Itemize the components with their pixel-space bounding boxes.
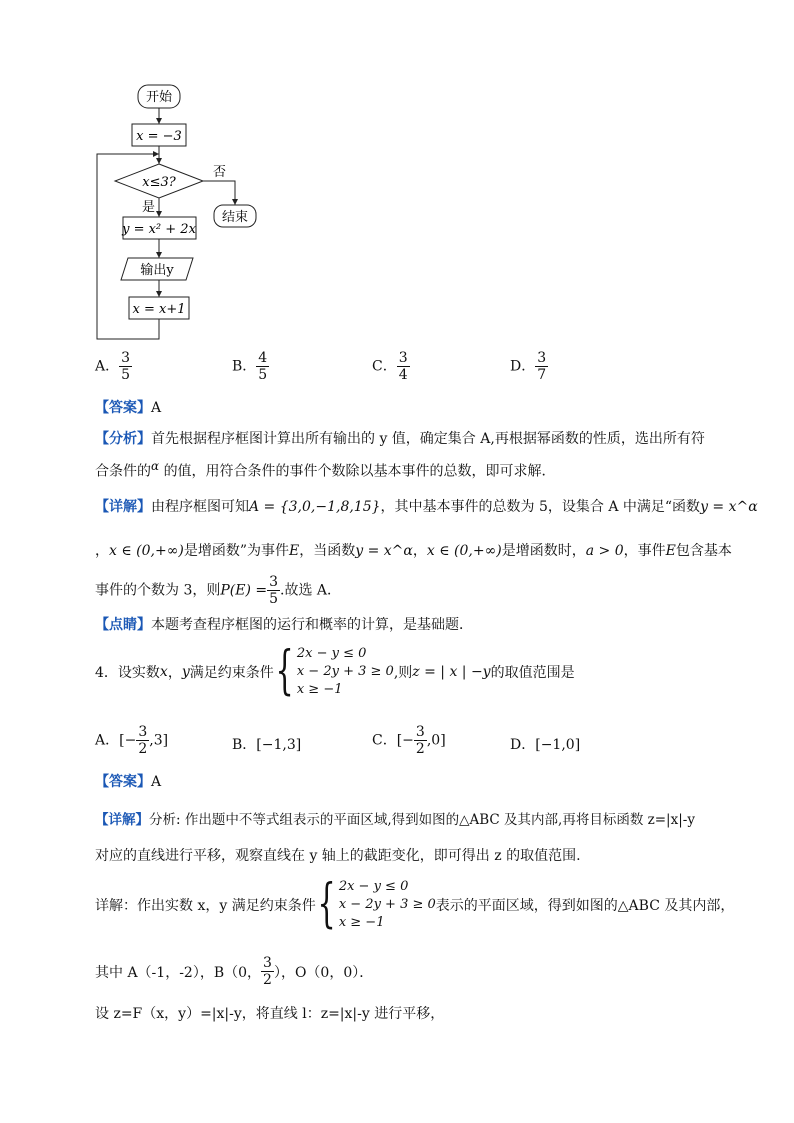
q3-comment: 【点睛】本题考查程序框图的运行和概率的计算，是基础题． <box>95 617 473 633</box>
q3-option-d-fraction: $\frac{3}{7}$ <box>537 350 547 384</box>
q3-analysis-line2: 合条件的α 的值，用符合条件的事件个数除以基本事件的总数，即可求解． <box>95 459 556 480</box>
flow-condition-text: x≤3? <box>142 175 176 190</box>
q4-option-a: A．[− $\frac{3}{2}$ ,3] <box>95 724 169 758</box>
q3-answer: 【答案】A <box>95 400 162 416</box>
q4-detail-line1: 【详解】分析: 作出题中不等式组表示的平面区域,得到如图的△ABC 及其内部,再将目标函数 z=|x|-y <box>95 812 695 828</box>
flow-yes-label: 是 <box>142 200 156 215</box>
q3-option-a-fraction: $\frac{3}{5}$ <box>121 350 131 384</box>
q3-option-c: C． $\frac{3}{4}$ <box>372 350 408 384</box>
q4-points-line: 其中 A（-1，-2），B（0， $\frac{3}{2}$ ），O（0，0）． <box>95 955 374 989</box>
q3-option-d: D． $\frac{3}{7}$ <box>510 350 547 384</box>
q3-option-c-fraction: $\frac{3}{4}$ <box>398 350 408 384</box>
q3-detail-line3: 事件的个数为 3，则P(E) = $\frac{3}{5}$ .故选 A． <box>95 574 342 608</box>
q4-last-line: 设 z=F（x，y）=|x|-y，将直线 l：z=|x|-y 进行平移， <box>95 1006 445 1022</box>
flow-no-label: 否 <box>213 165 227 180</box>
flow-end-text: 结束 <box>221 210 249 225</box>
comment-tag: 【点睛】 <box>95 617 151 633</box>
flow-init-text: x = −3 <box>136 129 182 144</box>
detail-tag: 【详解】 <box>95 499 151 515</box>
q4-option-c: C．[− $\frac{3}{2}$ ,0] <box>372 724 446 758</box>
q3-option-b-fraction: $\frac{4}{5}$ <box>258 350 268 384</box>
q3-analysis-line1: 【分析】首先根据程序框图计算出所有输出的 y 值，确定集合 A,再根据幂函数的性质，选出所有符 <box>95 431 705 447</box>
analysis-tag: 【分析】 <box>95 431 151 447</box>
q3-option-a: A． $\frac{3}{5}$ <box>95 350 131 384</box>
q4-constraint-system: { 2x − y ≤ 0 x − 2y + 3 ≥ 0 x ≥ −1 <box>275 641 394 701</box>
q4-detail-line2: 对应的直线进行平移，观察直线在 y 轴上的截距变化，即可得出 z 的取值范围. <box>95 848 581 864</box>
q4-solve-constraint-system: { 2x − y ≤ 0 x − 2y + 3 ≥ 0 x ≥ −1 <box>317 874 436 934</box>
flow-increment-text: x = x+1 <box>132 302 186 317</box>
flow-compute-text: y = x² + 2x <box>122 222 196 237</box>
flow-start-text: 开始 <box>145 90 173 105</box>
q4-stem: 4．设实数 x ， y 满足约束条件 { 2x − y ≤ 0 x − 2y + 3 ≥ 0 x ≥ −1 ,则 z = | x | −y 的取值范围是 <box>95 641 575 701</box>
q4-option-d: D．[−1,0] <box>510 737 581 753</box>
q4-option-b: B．[−1,3] <box>232 737 302 753</box>
answer-tag: 【答案】 <box>95 400 151 416</box>
answer-tag: 【答案】 <box>95 774 151 790</box>
q3-option-b: B． $\frac{4}{5}$ <box>232 350 268 384</box>
q4-answer: 【答案】A <box>95 774 162 790</box>
q3-detail-line2: ，x ∈ (0,+∞)是增函数”为事件E，当函数y = x^α，x ∈ (0,+∞)是增函数时，a > 0，事件E包含基本 <box>95 543 732 559</box>
q4-solve-line: 详解：作出实数 x，y 满足约束条件 { 2x − y ≤ 0 x − 2y + 3 ≥ 0 x ≥ −1 表示的平面区域，得到如图的△ABC 及其内部， <box>95 874 735 934</box>
detail-tag: 【详解】 <box>95 812 149 828</box>
q4-points-fraction: $\frac{3}{2}$ <box>263 955 272 989</box>
program-flowchart <box>0 0 300 350</box>
flow-output-text: 输出y <box>140 263 174 278</box>
q3-detail-line1: 【详解】由程序框图可知A = {3,0,−1,8,15}，其中基本事件的总数为 5，设集合 A 中满足“函数y = x^α <box>95 499 758 515</box>
q3-prob-fraction: $\frac{3}{5}$ <box>269 574 279 608</box>
